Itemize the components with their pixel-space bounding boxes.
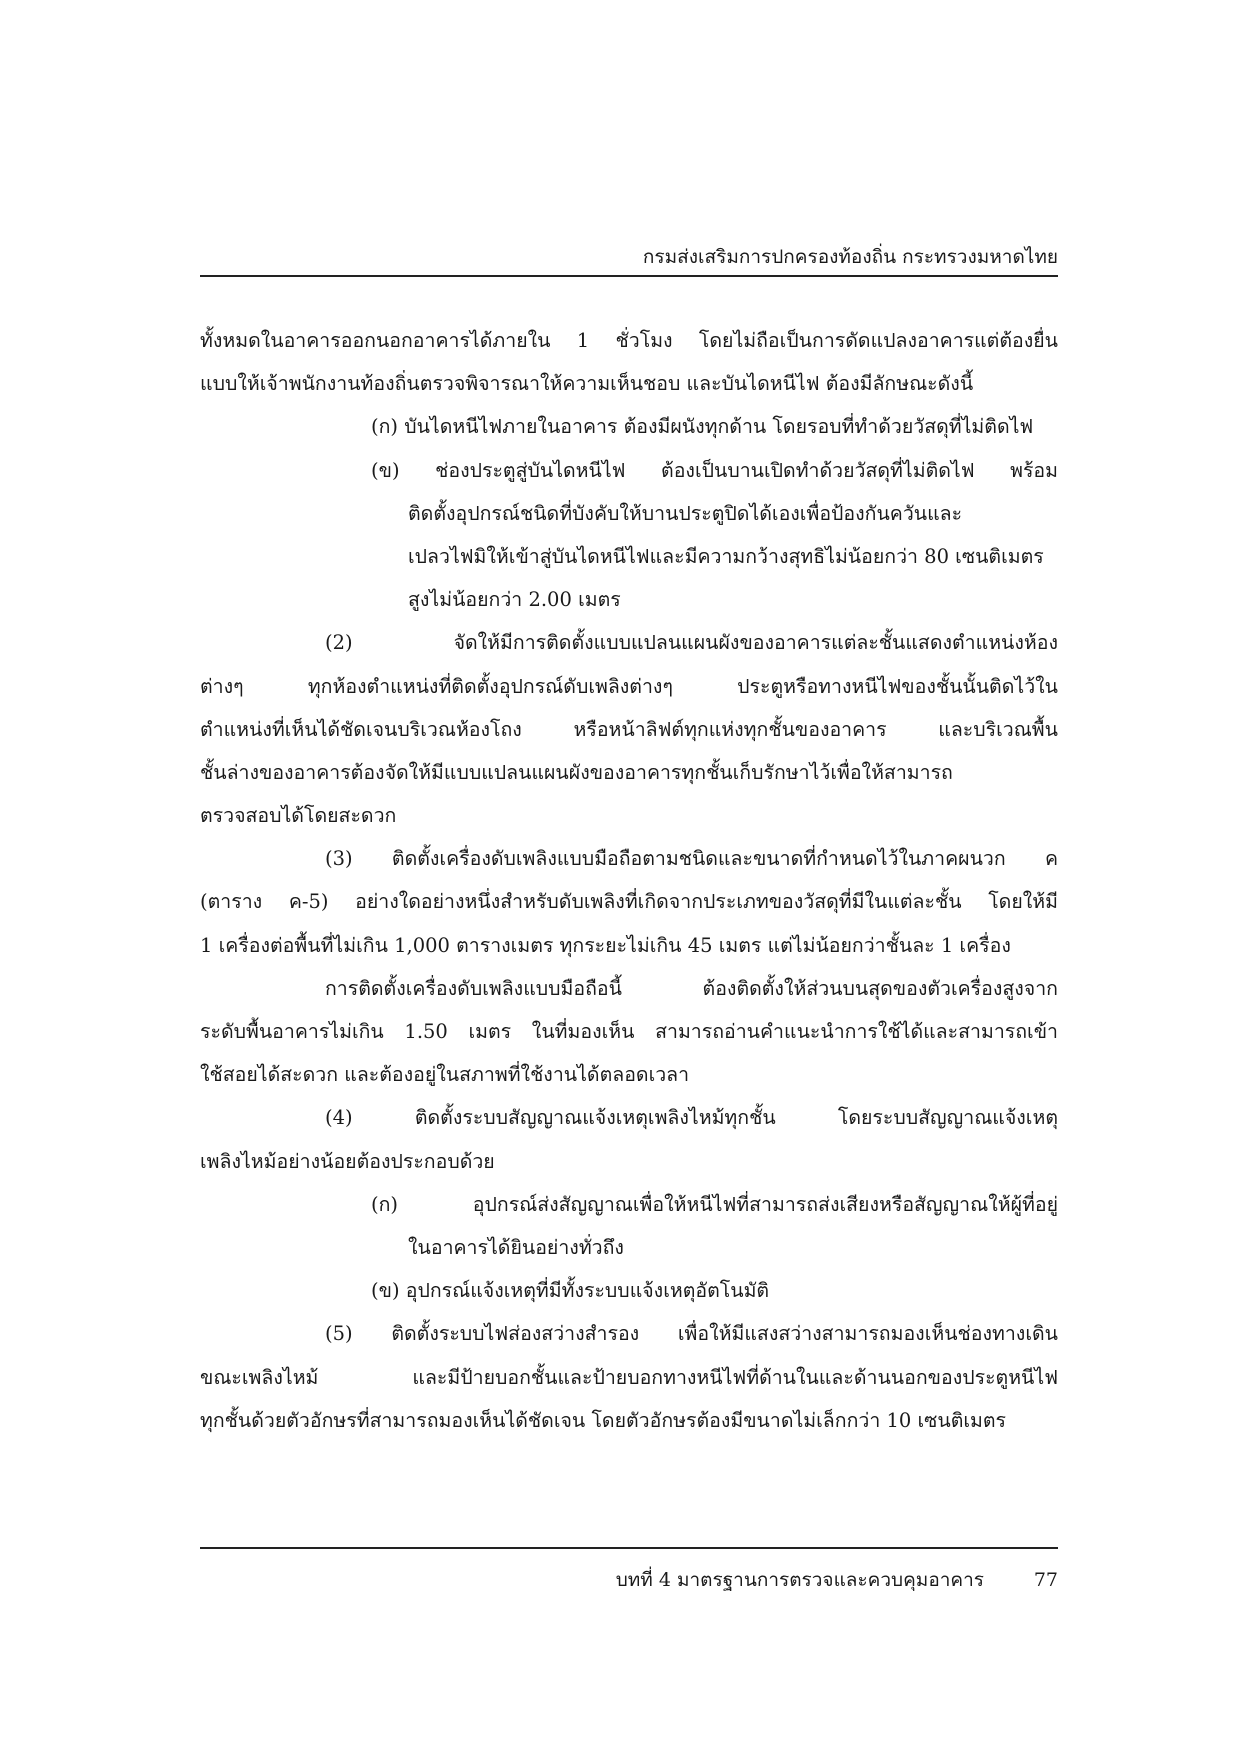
body-line: ติดตั้งอุปกรณ์ชนิดที่บังคับให้บานประตูปิดได้เองเพื่อป้องกันควันและ xyxy=(408,501,963,525)
body-line: 1 เครื่องต่อพื้นที่ไม่เกิน 1,000 ตารางเมตร ทุกระยะไม่เกิน 45 เมตร แต่ไม่น้อยกว่าชั้นละ 1 เครื่อง xyxy=(200,933,1011,957)
body-line: (3) ติดตั้งเครื่องดับเพลิงแบบมือถือตามชนิดและขนาดที่กำหนดไว้ในภาคผนวก ค xyxy=(325,847,1058,871)
body-line: ใช้สอยได้สะดวก และต้องอยู่ในสภาพที่ใช้งานได้ตลอดเวลา xyxy=(200,1063,690,1087)
header-rule xyxy=(200,275,1058,277)
body-line: (ก) บันไดหนีไฟภายในอาคาร ต้องมีผนังทุกด้าน โดยรอบที่ทำด้วยวัสดุที่ไม่ติดไฟ xyxy=(371,415,1034,439)
page-footer xyxy=(200,1565,1058,1595)
body-line: (ตาราง ค-5) อย่างใดอย่างหนึ่งสำหรับดับเพลิงที่เกิดจากประเภทของวัสดุที่มีในแต่ละชั้น โดยให้มี xyxy=(200,890,1058,914)
body-line: ทุกชั้นด้วยตัวอักษรที่สามารถมองเห็นได้ชัดเจน โดยตัวอักษรต้องมีขนาดไม่เล็กกว่า 10 เซนติเมตร xyxy=(200,1408,1007,1432)
body-line: เปลวไฟมิให้เข้าสู่บันไดหนีไฟและมีความกว้างสุทธิไม่น้อยกว่า 80 เซนติเมตร xyxy=(408,544,1044,568)
body-line: (5) ติดตั้งระบบไฟส่องสว่างสำรอง เพื่อให้มีแสงสว่างสามารถมองเห็นช่องทางเดิน xyxy=(325,1322,1058,1346)
body-line: (ข) อุปกรณ์แจ้งเหตุที่มีทั้งระบบแจ้งเหตุอัตโนมัติ xyxy=(371,1279,770,1303)
body-line: ขณะเพลิงไหม้ และมีป้ายบอกชั้นและป้ายบอกทางหนีไฟที่ด้านในและด้านนอกของประตูหนีไฟ xyxy=(200,1365,1058,1389)
footer-chapter-title: บทที่ 4 มาตรฐานการตรวจและควบคุมอาคาร xyxy=(615,1569,984,1591)
body-line: ต่างๆ ทุกห้องตำแหน่งที่ติดตั้งอุปกรณ์ดับเพลิงต่างๆ ประตูหรือทางหนีไฟของชั้นนั้นติดไว้ใน xyxy=(200,674,1058,698)
body-line: สูงไม่น้อยกว่า 2.00 เมตร xyxy=(408,588,621,612)
body-line: (ข) ช่องประตูสู่บันไดหนีไฟ ต้องเป็นบานเปิดทำด้วยวัสดุที่ไม่ติดไฟ พร้อม xyxy=(371,458,1058,482)
body-line: (ก) อุปกรณ์ส่งสัญญาณเพื่อให้หนีไฟที่สามารถส่งเสียงหรือสัญญาณให้ผู้ที่อยู่ xyxy=(371,1192,1058,1216)
body-line: (2) จัดให้มีการติดตั้งแบบแปลนแผนผังของอาคารแต่ละชั้นแสดงตำแหน่งห้อง xyxy=(325,631,1058,655)
body-line: ชั้นล่างของอาคารต้องจัดให้มีแบบแปลนแผนผังของอาคารทุกชั้นเก็บรักษาไว้เพื่อให้สามารถ xyxy=(200,760,953,784)
body-line: ตรวจสอบได้โดยสะดวก xyxy=(200,804,397,828)
body-line: ตำแหน่งที่เห็นได้ชัดเจนบริเวณห้องโถง หรือหน้าลิฟต์ทุกแห่งทุกชั้นของอาคาร และบริเวณพื้น xyxy=(200,717,1058,741)
footer-rule xyxy=(200,1547,1058,1549)
page-number: 77 xyxy=(1033,1569,1058,1591)
body-line: การติดตั้งเครื่องดับเพลิงแบบมือถือนี้ ต้องติดตั้งให้ส่วนบนสุดของตัวเครื่องสูงจาก xyxy=(325,976,1058,1000)
body-line: (4) ติดตั้งระบบสัญญาณแจ้งเหตุเพลิงไหม้ทุกชั้น โดยระบบสัญญาณแจ้งเหตุ xyxy=(325,1106,1058,1130)
body-line: เพลิงไหม้อย่างน้อยต้องประกอบด้วย xyxy=(200,1149,495,1173)
body-line: ทั้งหมดในอาคารออกนอกอาคารได้ภายใน 1 ชั่วโมง โดยไม่ถือเป็นการดัดแปลงอาคารแต่ต้องยื่น xyxy=(200,329,1058,352)
body-text xyxy=(200,319,1058,1442)
running-header: กรมส่งเสริมการปกครองท้องถิ่น กระทรวงมหาดไทย xyxy=(642,246,1058,268)
body-line: ระดับพื้นอาคารไม่เกิน 1.50 เมตร ในที่มองเห็น สามารถอ่านคำแนะนำการใช้ได้และสามารถเข้า xyxy=(200,1020,1058,1043)
body-line: ในอาคารได้ยินอย่างทั่วถึง xyxy=(408,1235,624,1259)
body-line: แบบให้เจ้าพนักงานท้องถิ่นตรวจพิจารณาให้ความเห็นชอบ และบันไดหนีไฟ ต้องมีลักษณะดังนี้ xyxy=(200,372,974,396)
